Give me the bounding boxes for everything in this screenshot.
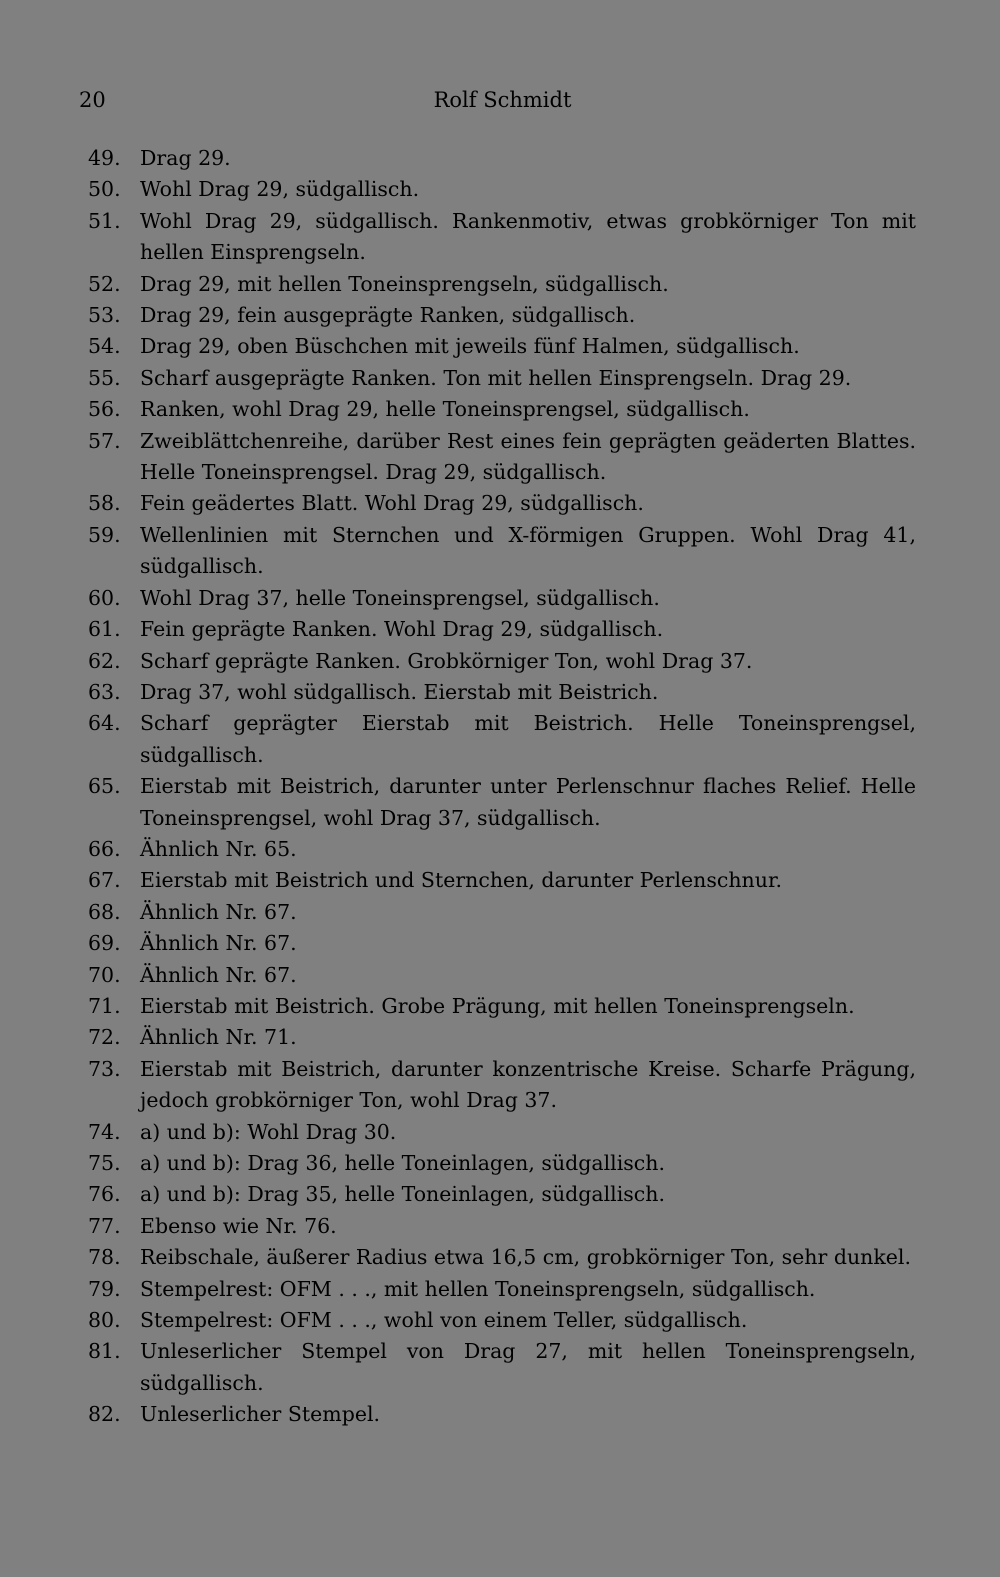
catalog-entry: [88, 1022, 916, 1053]
entry-description: Unleserlicher Stempel von Drag 27, mit hellen Toneinsprengseln, südgallisch.: [140, 1339, 916, 1395]
catalog-entry: [88, 928, 916, 959]
entry-number: 82.: [88, 1402, 121, 1427]
entry-description: a) und b): Wohl Drag 30.: [140, 1119, 397, 1144]
entry-description: Drag 29, mit hellen Toneinsprengseln, südgallisch.: [140, 271, 669, 296]
page-header: [79, 84, 916, 116]
entry-description: Wohl Drag 29, südgallisch. Rankenmotiv, etwas grobkörniger Ton mit hellen Einsprengseln.: [140, 208, 916, 265]
entry-number: 71.: [88, 993, 121, 1018]
catalog-entry: [88, 1242, 916, 1273]
entry-number: 77.: [88, 1213, 121, 1238]
entry-number: 53.: [88, 303, 121, 328]
entry-number: 69.: [88, 931, 121, 956]
catalog-entry: [88, 991, 916, 1022]
entry-number: 78.: [88, 1245, 121, 1270]
entry-description: Stempelrest: OFM . . ., mit hellen Toneinsprengseln, südgallisch.: [140, 1276, 816, 1301]
entry-number: 80.: [88, 1308, 121, 1333]
entry-description: Scharf geprägte Ranken. Grobkörniger Ton, wohl Drag 37.: [140, 648, 753, 673]
entry-description: Reibschale, äußerer Radius etwa 16,5 cm, grobkörniger Ton, sehr dunkel.: [140, 1245, 911, 1270]
entry-description: Eierstab mit Beistrich, darunter unter Perlenschnur flaches Relief. Helle Toneinsprengsel, wohl Drag 37, südgallisch.: [140, 774, 916, 830]
entry-number: 55.: [88, 365, 121, 390]
entry-number: 73.: [88, 1056, 121, 1081]
entry-description: Eierstab mit Beistrich. Grobe Prägung, mit hellen Toneinsprengseln.: [140, 993, 855, 1018]
catalog-entry: [88, 960, 916, 991]
entry-number: 70.: [88, 962, 121, 987]
entry-description: Drag 29, fein ausgeprägte Ranken, südgallisch.: [140, 303, 636, 328]
catalog-entry: [88, 426, 916, 489]
entry-description: Wohl Drag 37, helle Toneinsprengsel, südgallisch.: [140, 585, 660, 610]
entry-description: a) und b): Drag 36, helle Toneinlagen, südgallisch.: [140, 1151, 666, 1175]
catalog-entry: [88, 174, 916, 205]
catalog-entry: [88, 520, 916, 583]
entry-number: 79.: [88, 1276, 121, 1301]
entry-number: 61.: [88, 617, 121, 642]
entry-number: 54.: [88, 334, 121, 359]
entry-number: 67.: [88, 868, 121, 893]
entry-number: 76.: [88, 1182, 121, 1207]
entry-description: Ähnlich Nr. 67.: [140, 931, 297, 956]
catalog-entry: [88, 394, 916, 425]
entry-description: Unleserlicher Stempel.: [140, 1402, 381, 1427]
entry-description: Wellenlinien mit Sternchen und X-förmigen Gruppen. Wohl Drag 41, südgallisch.: [140, 522, 916, 579]
entry-description: Ähnlich Nr. 71.: [140, 1025, 297, 1050]
catalog-entry: [88, 646, 916, 677]
catalog-entry: [88, 143, 916, 174]
entry-description: Scharf geprägter Eierstab mit Beistrich. Helle Toneinsprengsel, südgallisch.: [140, 711, 916, 767]
page-number: 20: [79, 88, 106, 112]
entry-description: Ähnlich Nr. 67.: [140, 962, 297, 987]
catalog-entry: [88, 1117, 916, 1148]
entry-number: 66.: [88, 836, 121, 861]
entry-description: Eierstab mit Beistrich, darunter konzentrische Kreise. Scharfe Prägung, jedoch grobkörniger Ton, wohl Drag 37.: [140, 1056, 916, 1113]
catalog-entry: [88, 206, 916, 269]
catalog-entry: [88, 1305, 916, 1336]
catalog-entry: [88, 1179, 916, 1210]
entry-description: Zweiblättchenreihe, darüber Rest eines fein geprägten geäderten Blattes. Helle Toneinsprengsel. Drag 29, südgallisch.: [140, 428, 916, 485]
catalog-entry: [88, 300, 916, 331]
entry-number: 75.: [88, 1151, 121, 1175]
entry-number: 57.: [88, 428, 121, 453]
entry-number: 74.: [88, 1119, 121, 1144]
entry-number: 49.: [88, 146, 121, 170]
entry-description: Fein geprägte Ranken. Wohl Drag 29, südgallisch.: [140, 617, 664, 642]
entry-number: 63.: [88, 679, 121, 704]
entry-number: 72.: [88, 1025, 121, 1050]
entry-description: Ebenso wie Nr. 76.: [140, 1213, 337, 1238]
catalog-entry: [88, 1336, 916, 1399]
catalog-entry: [88, 865, 916, 896]
catalog-entry: [88, 1148, 916, 1179]
catalog-entry: [88, 897, 916, 928]
catalog-entry: [88, 708, 916, 771]
catalog-entry-list: [88, 143, 916, 1431]
entry-description: Stempelrest: OFM . . ., wohl von einem Teller, südgallisch.: [140, 1308, 748, 1333]
entry-description: Ranken, wohl Drag 29, helle Toneinsprengsel, südgallisch.: [140, 397, 750, 422]
catalog-entry: [88, 834, 916, 865]
entry-number: 60.: [88, 585, 121, 610]
entry-description: Drag 37, wohl südgallisch. Eierstab mit Beistrich.: [140, 679, 659, 704]
entry-description: Ähnlich Nr. 67.: [140, 899, 297, 924]
catalog-entry: [88, 1399, 916, 1430]
catalog-entry: [88, 269, 916, 300]
entry-number: 56.: [88, 397, 121, 422]
catalog-entry: [88, 614, 916, 645]
entry-description: Fein geädertes Blatt. Wohl Drag 29, südgallisch.: [140, 491, 644, 516]
entry-description: a) und b): Drag 35, helle Toneinlagen, südgallisch.: [140, 1182, 666, 1207]
entry-number: 65.: [88, 774, 121, 799]
catalog-entry: [88, 771, 916, 834]
entry-description: Eierstab mit Beistrich und Sternchen, darunter Perlenschnur.: [140, 868, 783, 893]
entry-description: Wohl Drag 29, südgallisch.: [140, 177, 420, 202]
entry-description: Drag 29.: [140, 146, 231, 170]
running-title: Rolf Schmidt: [433, 88, 572, 112]
catalog-entry: [88, 583, 916, 614]
entry-number: 81.: [88, 1339, 121, 1364]
entry-description: Scharf ausgeprägte Ranken. Ton mit hellen Einsprengseln. Drag 29.: [140, 365, 852, 390]
catalog-entry: [88, 363, 916, 394]
catalog-entry: [88, 488, 916, 519]
entry-description: Ähnlich Nr. 65.: [140, 836, 297, 861]
catalog-entry: [88, 1274, 916, 1305]
catalog-entry: [88, 331, 916, 362]
entry-description: Drag 29, oben Büschchen mit jeweils fünf Halmen, südgallisch.: [140, 334, 800, 359]
catalog-entry: [88, 1211, 916, 1242]
entry-number: 52.: [88, 271, 121, 296]
entry-number: 50.: [88, 177, 121, 202]
entry-number: 64.: [88, 711, 121, 736]
entry-number: 68.: [88, 899, 121, 924]
entry-number: 62.: [88, 648, 121, 673]
catalog-entry: [88, 677, 916, 708]
entry-number: 58.: [88, 491, 121, 516]
entry-number: 59.: [88, 522, 121, 547]
entry-number: 51.: [88, 208, 121, 233]
catalog-entry: [88, 1054, 916, 1117]
